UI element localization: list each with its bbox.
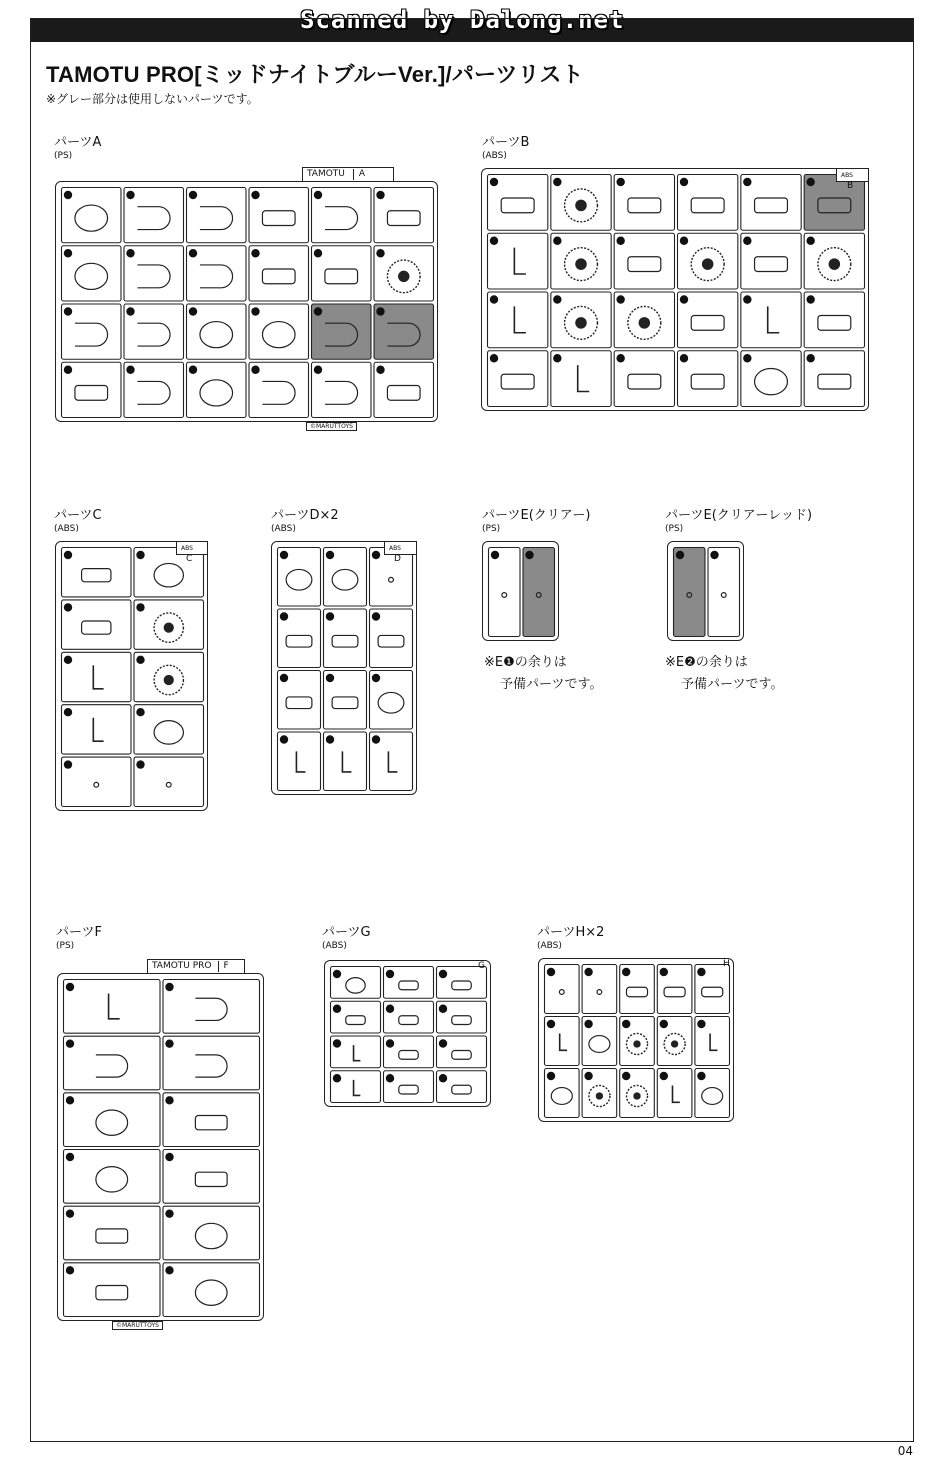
part-cell (64, 980, 161, 1034)
part-number-badge (439, 970, 447, 978)
section-b-title: パーツB (482, 135, 530, 150)
sprue-b-frame (481, 168, 869, 411)
part-shape-hub (596, 1092, 603, 1099)
part-number-badge (136, 603, 144, 611)
part-number-badge (314, 191, 322, 199)
part-number-badge (333, 970, 341, 978)
part-number-badge (680, 237, 688, 245)
part-number-badge (616, 237, 624, 245)
part-number-badge (386, 970, 394, 978)
sprue-c-drawing (56, 542, 209, 812)
part-number-badge (66, 1266, 74, 1274)
section-d-material: (ABS) (271, 524, 296, 534)
part-number-badge (376, 249, 384, 257)
sprue-a-tag (302, 167, 394, 181)
sprue-b-drawing (482, 169, 870, 412)
part-number-badge (251, 366, 259, 374)
sprue-e1-drawing (483, 542, 560, 642)
sprue-a-tag-letter: A (353, 169, 365, 180)
part-number-badge (660, 1072, 668, 1080)
part-number-badge (376, 366, 384, 374)
part-number-badge (66, 1209, 74, 1217)
part-number-badge (743, 295, 751, 303)
part-number-badge (126, 191, 134, 199)
sprue-h-frame (538, 958, 734, 1122)
section-f-label (56, 921, 102, 951)
part-number-badge (806, 295, 814, 303)
part-number-badge (386, 1039, 394, 1047)
section-b-label (482, 131, 529, 161)
e-red-reserve-line2: 予備パーツです。 (681, 677, 784, 692)
sprue-c-tag-material: ABS (181, 545, 193, 552)
part-number-badge (136, 551, 144, 559)
part-number-badge (64, 307, 72, 315)
part-number-badge (386, 1005, 394, 1013)
section-f-material: (PS) (56, 941, 75, 951)
sprue-h-drawing (539, 959, 735, 1123)
part-number-badge (680, 295, 688, 303)
part-number-badge (743, 237, 751, 245)
sprue-b-tag (836, 168, 869, 191)
part-number-badge (386, 1074, 394, 1082)
part-number-badge (136, 656, 144, 664)
part-number-badge (64, 551, 72, 559)
sprue-a-tag-name: TAMOTU (307, 169, 345, 179)
sprue-g-drawing (325, 961, 492, 1108)
part-number-badge (490, 354, 498, 362)
page-number: 04 (897, 1444, 913, 1458)
part-number-badge (165, 1209, 173, 1217)
part-number-badge (126, 307, 134, 315)
section-e-clear-title: パーツE(クリアー) (482, 508, 591, 523)
sprue-a-frame (55, 181, 438, 422)
part-cell (163, 1150, 260, 1204)
part-number-badge (251, 307, 259, 315)
part-number-badge (660, 968, 668, 976)
section-e-red-label (665, 504, 812, 534)
section-g-material: (ABS) (322, 941, 347, 951)
part-shape-hub (164, 622, 174, 632)
part-number-badge (553, 178, 561, 186)
part-shape-hub (829, 258, 841, 270)
part-number-badge (165, 1153, 173, 1161)
section-a-material: (PS) (54, 151, 73, 161)
part-shape-hub (398, 271, 409, 282)
part-number-badge (372, 674, 380, 682)
part-number-badge (806, 178, 814, 186)
part-number-badge (66, 1153, 74, 1161)
section-d-title: パーツD×2 (271, 508, 339, 523)
part-number-badge (710, 551, 718, 559)
part-number-badge (490, 237, 498, 245)
part-number-badge (584, 968, 592, 976)
sprue-h-tag-letter: H (723, 959, 730, 969)
sprue-e-red-frame (667, 541, 744, 641)
sprue-f-tag-letter: F (218, 961, 229, 972)
part-number-badge (64, 708, 72, 716)
section-g-label (322, 921, 371, 951)
sprue-e-clear-frame (482, 541, 559, 641)
part-number-badge (372, 551, 380, 559)
part-number-badge (64, 191, 72, 199)
part-number-badge (697, 1072, 705, 1080)
part-number-badge (314, 366, 322, 374)
part-number-badge (66, 983, 74, 991)
part-number-badge (616, 295, 624, 303)
part-number-badge (616, 354, 624, 362)
sprue-g-tag-letter: G (478, 961, 485, 971)
part-number-badge (372, 735, 380, 743)
part-shape-hub (633, 1040, 640, 1047)
section-e-clear-material: (PS) (482, 524, 501, 534)
part-number-badge (314, 307, 322, 315)
part-number-badge (126, 249, 134, 257)
part-number-badge (676, 551, 684, 559)
part-number-badge (553, 295, 561, 303)
part-number-badge (165, 983, 173, 991)
sprue-d-tag-material: ABS (389, 545, 401, 552)
part-number-badge (326, 612, 334, 620)
section-h-material: (ABS) (537, 941, 562, 951)
part-cell (64, 1093, 161, 1147)
sprue-g-frame (324, 960, 491, 1107)
part-number-badge (251, 249, 259, 257)
part-cell (163, 1263, 260, 1317)
part-number-badge (806, 354, 814, 362)
e-clear-reserve-line2: 予備パーツです。 (500, 677, 603, 692)
part-number-badge (622, 1020, 630, 1028)
part-shape-hub (633, 1092, 640, 1099)
section-e-red-title: パーツE(クリアーレッド) (665, 508, 813, 523)
page-title: TAMOTU PRO[ミッドナイトブルーVer.]/パーツリスト (46, 62, 584, 87)
part-number-badge (189, 307, 197, 315)
sprue-d-frame (271, 541, 417, 795)
part-number-badge (547, 968, 555, 976)
part-number-badge (189, 191, 197, 199)
part-number-badge (553, 237, 561, 245)
part-number-badge (64, 249, 72, 257)
e-red-reserve-line1: ※E❷の余りは (665, 655, 748, 670)
part-shape-hub (639, 317, 651, 329)
sprue-b-tag-material: ABS (841, 172, 853, 179)
part-number-badge (376, 307, 384, 315)
part-number-badge (165, 1039, 173, 1047)
part-number-badge (165, 1096, 173, 1104)
part-number-badge (680, 178, 688, 186)
part-shape-hub (671, 1040, 678, 1047)
section-c-label (54, 504, 102, 534)
part-number-badge (439, 1005, 447, 1013)
sprue-e2-drawing (668, 542, 745, 642)
section-f-title: パーツF (56, 925, 102, 940)
sprue-f-frame (57, 973, 264, 1321)
sprue-a-drawing (56, 182, 439, 423)
part-number-badge (680, 354, 688, 362)
part-number-badge (66, 1096, 74, 1104)
part-number-badge (584, 1072, 592, 1080)
part-number-badge (553, 354, 561, 362)
sprue-f-tag (147, 959, 245, 973)
sprue-f-copyright: ©MARUTTOYS (112, 1321, 163, 1330)
part-number-badge (697, 968, 705, 976)
part-number-badge (64, 603, 72, 611)
part-cell (163, 1093, 260, 1147)
part-number-badge (622, 1072, 630, 1080)
part-number-badge (326, 551, 334, 559)
part-shape-hub (702, 258, 714, 270)
part-cell (163, 1206, 260, 1260)
part-number-badge (333, 1074, 341, 1082)
part-number-badge (584, 1020, 592, 1028)
part-number-badge (806, 237, 814, 245)
part-cell (64, 1206, 161, 1260)
part-number-badge (66, 1039, 74, 1047)
part-number-badge (616, 178, 624, 186)
part-number-badge (491, 551, 499, 559)
part-number-badge (126, 366, 134, 374)
part-number-badge (525, 551, 533, 559)
part-number-badge (189, 249, 197, 257)
part-number-badge (136, 760, 144, 768)
part-number-badge (136, 708, 144, 716)
part-number-badge (439, 1039, 447, 1047)
part-number-badge (251, 191, 259, 199)
section-e-clear-label (482, 504, 590, 534)
sprue-a-copyright: ©MARUTTOYS (306, 422, 357, 431)
part-number-badge (314, 249, 322, 257)
part-number-badge (490, 295, 498, 303)
section-h-title: パーツH×2 (537, 925, 605, 940)
part-number-badge (697, 1020, 705, 1028)
part-number-badge (376, 191, 384, 199)
e-red-reserve-note (665, 652, 783, 696)
part-number-badge (490, 178, 498, 186)
part-number-badge (326, 735, 334, 743)
gray-parts-note: ※グレー部分は使用しないパーツです。 (46, 92, 259, 106)
watermark-text: Scanned by Dalong.net (300, 6, 625, 34)
part-cell (64, 1263, 161, 1317)
part-number-badge (439, 1074, 447, 1082)
sprue-f-drawing (58, 974, 265, 1322)
part-number-badge (333, 1039, 341, 1047)
part-number-badge (622, 968, 630, 976)
part-number-badge (165, 1266, 173, 1274)
part-number-badge (333, 1005, 341, 1013)
part-cell (64, 1036, 161, 1090)
section-a-title: パーツA (54, 135, 102, 150)
part-number-badge (660, 1020, 668, 1028)
part-number-badge (64, 760, 72, 768)
sprue-c-tag (176, 541, 208, 564)
part-number-badge (64, 656, 72, 664)
sprue-d-tag (384, 541, 417, 564)
sprue-d-drawing (272, 542, 418, 796)
e-clear-reserve-note (484, 652, 602, 696)
section-h-label (537, 921, 604, 951)
part-number-badge (547, 1020, 555, 1028)
part-shape-hub (575, 200, 587, 212)
part-number-badge (280, 674, 288, 682)
part-cell (64, 1150, 161, 1204)
sprue-f-tag-name: TAMOTU PRO (152, 961, 212, 971)
sprue-d-tag-letter: D (394, 554, 401, 564)
part-number-badge (743, 354, 751, 362)
part-number-badge (280, 735, 288, 743)
e-clear-reserve-line1: ※E❶の余りは (484, 655, 567, 670)
part-number-badge (547, 1072, 555, 1080)
part-shape-hub (575, 258, 587, 270)
sprue-b-tag-letter: B (847, 181, 854, 191)
part-number-badge (326, 674, 334, 682)
section-e-red-material: (PS) (665, 524, 684, 534)
part-number-badge (189, 366, 197, 374)
section-c-material: (ABS) (54, 524, 79, 534)
part-number-badge (64, 366, 72, 374)
section-d-label (271, 504, 339, 534)
section-b-material: (ABS) (482, 151, 507, 161)
part-number-badge (280, 612, 288, 620)
section-c-title: パーツC (54, 508, 102, 523)
section-a-label (54, 131, 101, 161)
part-number-badge (372, 612, 380, 620)
part-number-badge (743, 178, 751, 186)
part-cell (163, 980, 260, 1034)
part-shape-hub (575, 317, 587, 329)
part-cell (163, 1036, 260, 1090)
part-shape-hub (164, 675, 174, 685)
section-g-title: パーツG (322, 925, 371, 940)
sprue-c-tag-letter: C (186, 554, 193, 564)
part-number-badge (280, 551, 288, 559)
sprue-c-frame (55, 541, 208, 811)
